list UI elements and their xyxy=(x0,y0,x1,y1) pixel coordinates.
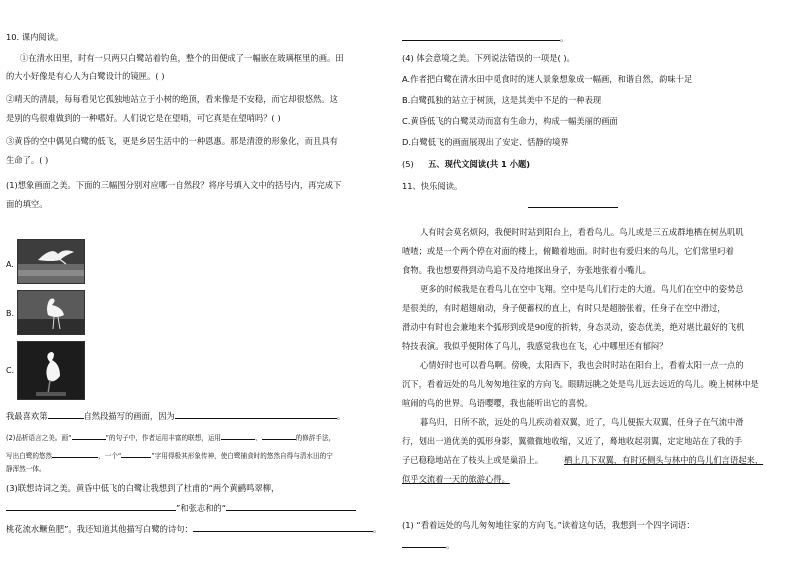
poem-line-blank[interactable] xyxy=(6,501,176,511)
previous-answer-line xyxy=(402,31,568,44)
word-blank[interactable] xyxy=(121,448,151,458)
other-poem-blank[interactable] xyxy=(193,522,373,532)
rhetoric-blank-1[interactable] xyxy=(221,430,255,440)
sub2-text-c: 、 xyxy=(255,434,262,442)
passage-paragraph-3-line-1: ③黄昏的空中偶见白鹭的低飞，更是乡居生活中的一种恩惠。那是清澄的形象化，而且具有 xyxy=(6,136,338,146)
sentence-blank[interactable] xyxy=(72,430,106,440)
passage-paragraph-2-line-2: 是别的鸟很难做到的一种嗜好。人们说它是在望哨，可它真是在望哨吗？( ) xyxy=(6,113,281,123)
period: 。 xyxy=(446,540,455,550)
favorite-text-a: 我最喜欢第 xyxy=(6,411,48,421)
rhetoric-blank-2[interactable] xyxy=(262,430,296,440)
option-b-label: B. xyxy=(6,309,15,318)
passage-paragraph-1-line-2: 的大小好像是有心人为白鹭设计的镜匣。( ) xyxy=(6,71,165,81)
passage-paragraph-3-line-2: 生命了。( ) xyxy=(6,155,49,165)
passage-sub-question-1: (1) “看着远处的鸟儿匆匆地往家的方向飞。”读着这句话，我想到一个四字词语： xyxy=(402,520,695,530)
passage-line: 滑动中有时也会兼地来个弧形到或是90度的折转，身态灵动，姿态优美，绝对堪比最好的飞机 xyxy=(402,322,745,332)
sub-question-2-line-2 xyxy=(6,448,333,462)
favorite-text-b: 自然段描写的画面，因为 xyxy=(83,411,175,421)
sub2-text-b: ”的句子中，作者运用丰富的联想，运用 xyxy=(105,434,222,442)
sub-question-3-line-1: (3)联想诗词之美。黄昏中低飞的白鹭让我想到了杜甫的“两个黄鹂鸣翠柳， xyxy=(6,483,280,493)
manner-blank[interactable] xyxy=(52,448,98,458)
sub-question-3-line-3 xyxy=(6,522,381,535)
option-a-label: A. xyxy=(6,260,14,269)
sub-question-1-line-1: (1)想象画面之美。下面的三幅图分别对应哪一自然段？将序号填入文中的括号内，再完成下 xyxy=(6,180,342,190)
question-4-heading: (4) 体会意境之美。下列说法错误的一项是( )。 xyxy=(402,53,575,63)
period: 。 xyxy=(560,33,569,43)
option-c-label: C. xyxy=(6,366,15,375)
passage-line: 子已稳稳地站在了枝头上或是巢沿上。 xyxy=(402,455,544,465)
sub3-text-c: 桃花流水鳜鱼肥”。我还知道其他描写白鹭的诗句： xyxy=(6,524,193,534)
sub2-text-e: 写出白鹭的悠然 xyxy=(6,452,53,460)
sub2-text-g: ”字用得极其形象传神，使白鹭捕食时的悠然自得与清水田的宁 xyxy=(151,452,333,460)
question-10-heading: 10. 课内阅读。 xyxy=(6,32,64,42)
previous-answer-blank[interactable] xyxy=(402,31,560,41)
passage-title-blank[interactable] xyxy=(528,207,618,208)
section-5-title: 五、现代文阅读(共 1 小题) xyxy=(428,159,531,169)
passage-line: 暮鸟归，日所不欲，远处的鸟儿疾动着双翼，近了，鸟儿便振大双翼，任身子在气流中滑 xyxy=(420,417,744,427)
four-character-word-blank[interactable] xyxy=(402,538,446,548)
passage-paragraph-1-line-1: ①在清水田里，时有一只两只白鹭站着钓鱼，整个的田便成了一幅嵌在玻璃框里的画。田 xyxy=(20,53,344,63)
passage-line: 特技表演。我似乎便附体了鸟儿，我感觉我也在飞，心中哪里还有郁闷？ xyxy=(402,341,668,351)
passage-line: 心情好时也可以看鸟啊。傍晚，太阳西下，我也会时时站在阳台上，看着太阳一点一点的 xyxy=(420,360,744,370)
passage-answer-line xyxy=(402,538,454,551)
underlined-sentence-end: 似乎交流着一天的旅游心得。 xyxy=(402,474,510,484)
passage-line: 喳喳；或是一个两个停在对面的楼上，俯瞰着地面。时时也有爱归来的鸟儿，它们常里叼着 xyxy=(402,246,734,256)
sub3-text-b: ”和张志和的“ xyxy=(176,503,227,513)
sub-question-2-line-1 xyxy=(6,430,335,444)
passage-line: 沉下，看着远处的鸟儿匆匆地往家的方向飞。眼睛远眺之处是鸟儿远去远近的鸟儿。晚上树林中是 xyxy=(402,379,759,389)
question-4-option-c[interactable]: C.黄昏低飞的白鹭灵动而富有生命力，构成一幅美丽的画面 xyxy=(402,116,618,126)
passage-line: 是很美的，有时超翅扇动，身子便蓄权的直上，有时只是超膀张着，任身子在空中滑过， xyxy=(402,303,726,313)
sub-question-3-line-2 xyxy=(6,501,356,514)
underlined-sentence: 栖上几下双翼，有时还侧头与林中的鸟儿们言语起来， xyxy=(564,455,764,465)
passage-line: 喧闹的鸟的世界。鸟语嘤嘤，我也能听出它的喜悦。 xyxy=(402,398,593,408)
egret-flying-photo xyxy=(17,239,85,284)
question-4-option-a[interactable]: A.作者把白鹭在清水田中觅食时的迷人景象想象成一幅画，和谐自然，韵味十足 xyxy=(402,74,693,84)
passage-line: 更多的时候我是在看鸟儿在空中飞翔。空中是鸟儿们行走的大道。鸟儿们在空中的姿势总 xyxy=(420,284,744,294)
period: 。 xyxy=(372,524,382,534)
egret-perched-photo xyxy=(17,341,85,400)
sub2-text-d: 的修辞手法， xyxy=(295,434,336,442)
favorite-paragraph-fill xyxy=(6,409,345,422)
poem-line-blank-2[interactable] xyxy=(226,501,356,511)
sub-question-1-line-2: 面的填空。 xyxy=(6,199,48,209)
question-4-option-d[interactable]: D.白鹭低飞的画面展现出了安定、恬静的境界 xyxy=(402,137,569,147)
sub-question-2-line-3: 静浑然一体。 xyxy=(6,465,46,473)
sub2-text-f: ，一个“ xyxy=(98,452,122,460)
passage-line: 食物。我也想要得到动鸟追不及待地探出身子，夯张地张着小嘴儿。 xyxy=(402,265,651,275)
section-5-number: (5) xyxy=(402,159,414,169)
paragraph-number-blank[interactable] xyxy=(48,409,84,419)
passage-line: 行，划出一道优美的弧形身影，翼微微地收缩，又近了，蓦地收起羽翼，定定地站在了我的手 xyxy=(402,436,743,446)
sub2-text-a: (2)品析语言之美。画“ xyxy=(6,434,72,442)
reason-blank[interactable] xyxy=(175,409,337,419)
egret-standing-in-water-photo xyxy=(17,290,85,335)
question-4-option-b[interactable]: B.白鹭孤独的站立于树顶，这是其美中不足的一种表现 xyxy=(402,95,602,105)
passage-line: 人有时会莫名烦闷，我便时时站到阳台上，看看鸟儿。鸟儿或是三五成群地栖在树丛叽叽 xyxy=(420,227,744,237)
period: 。 xyxy=(336,411,346,421)
question-11-heading: 11、快乐阅读。 xyxy=(402,181,463,191)
passage-paragraph-2-line-1: ②晴天的清晨，每每看见它孤独地站立于小树的绝顶，看来像是不安稳，而它却很悠然。这 xyxy=(6,94,338,104)
